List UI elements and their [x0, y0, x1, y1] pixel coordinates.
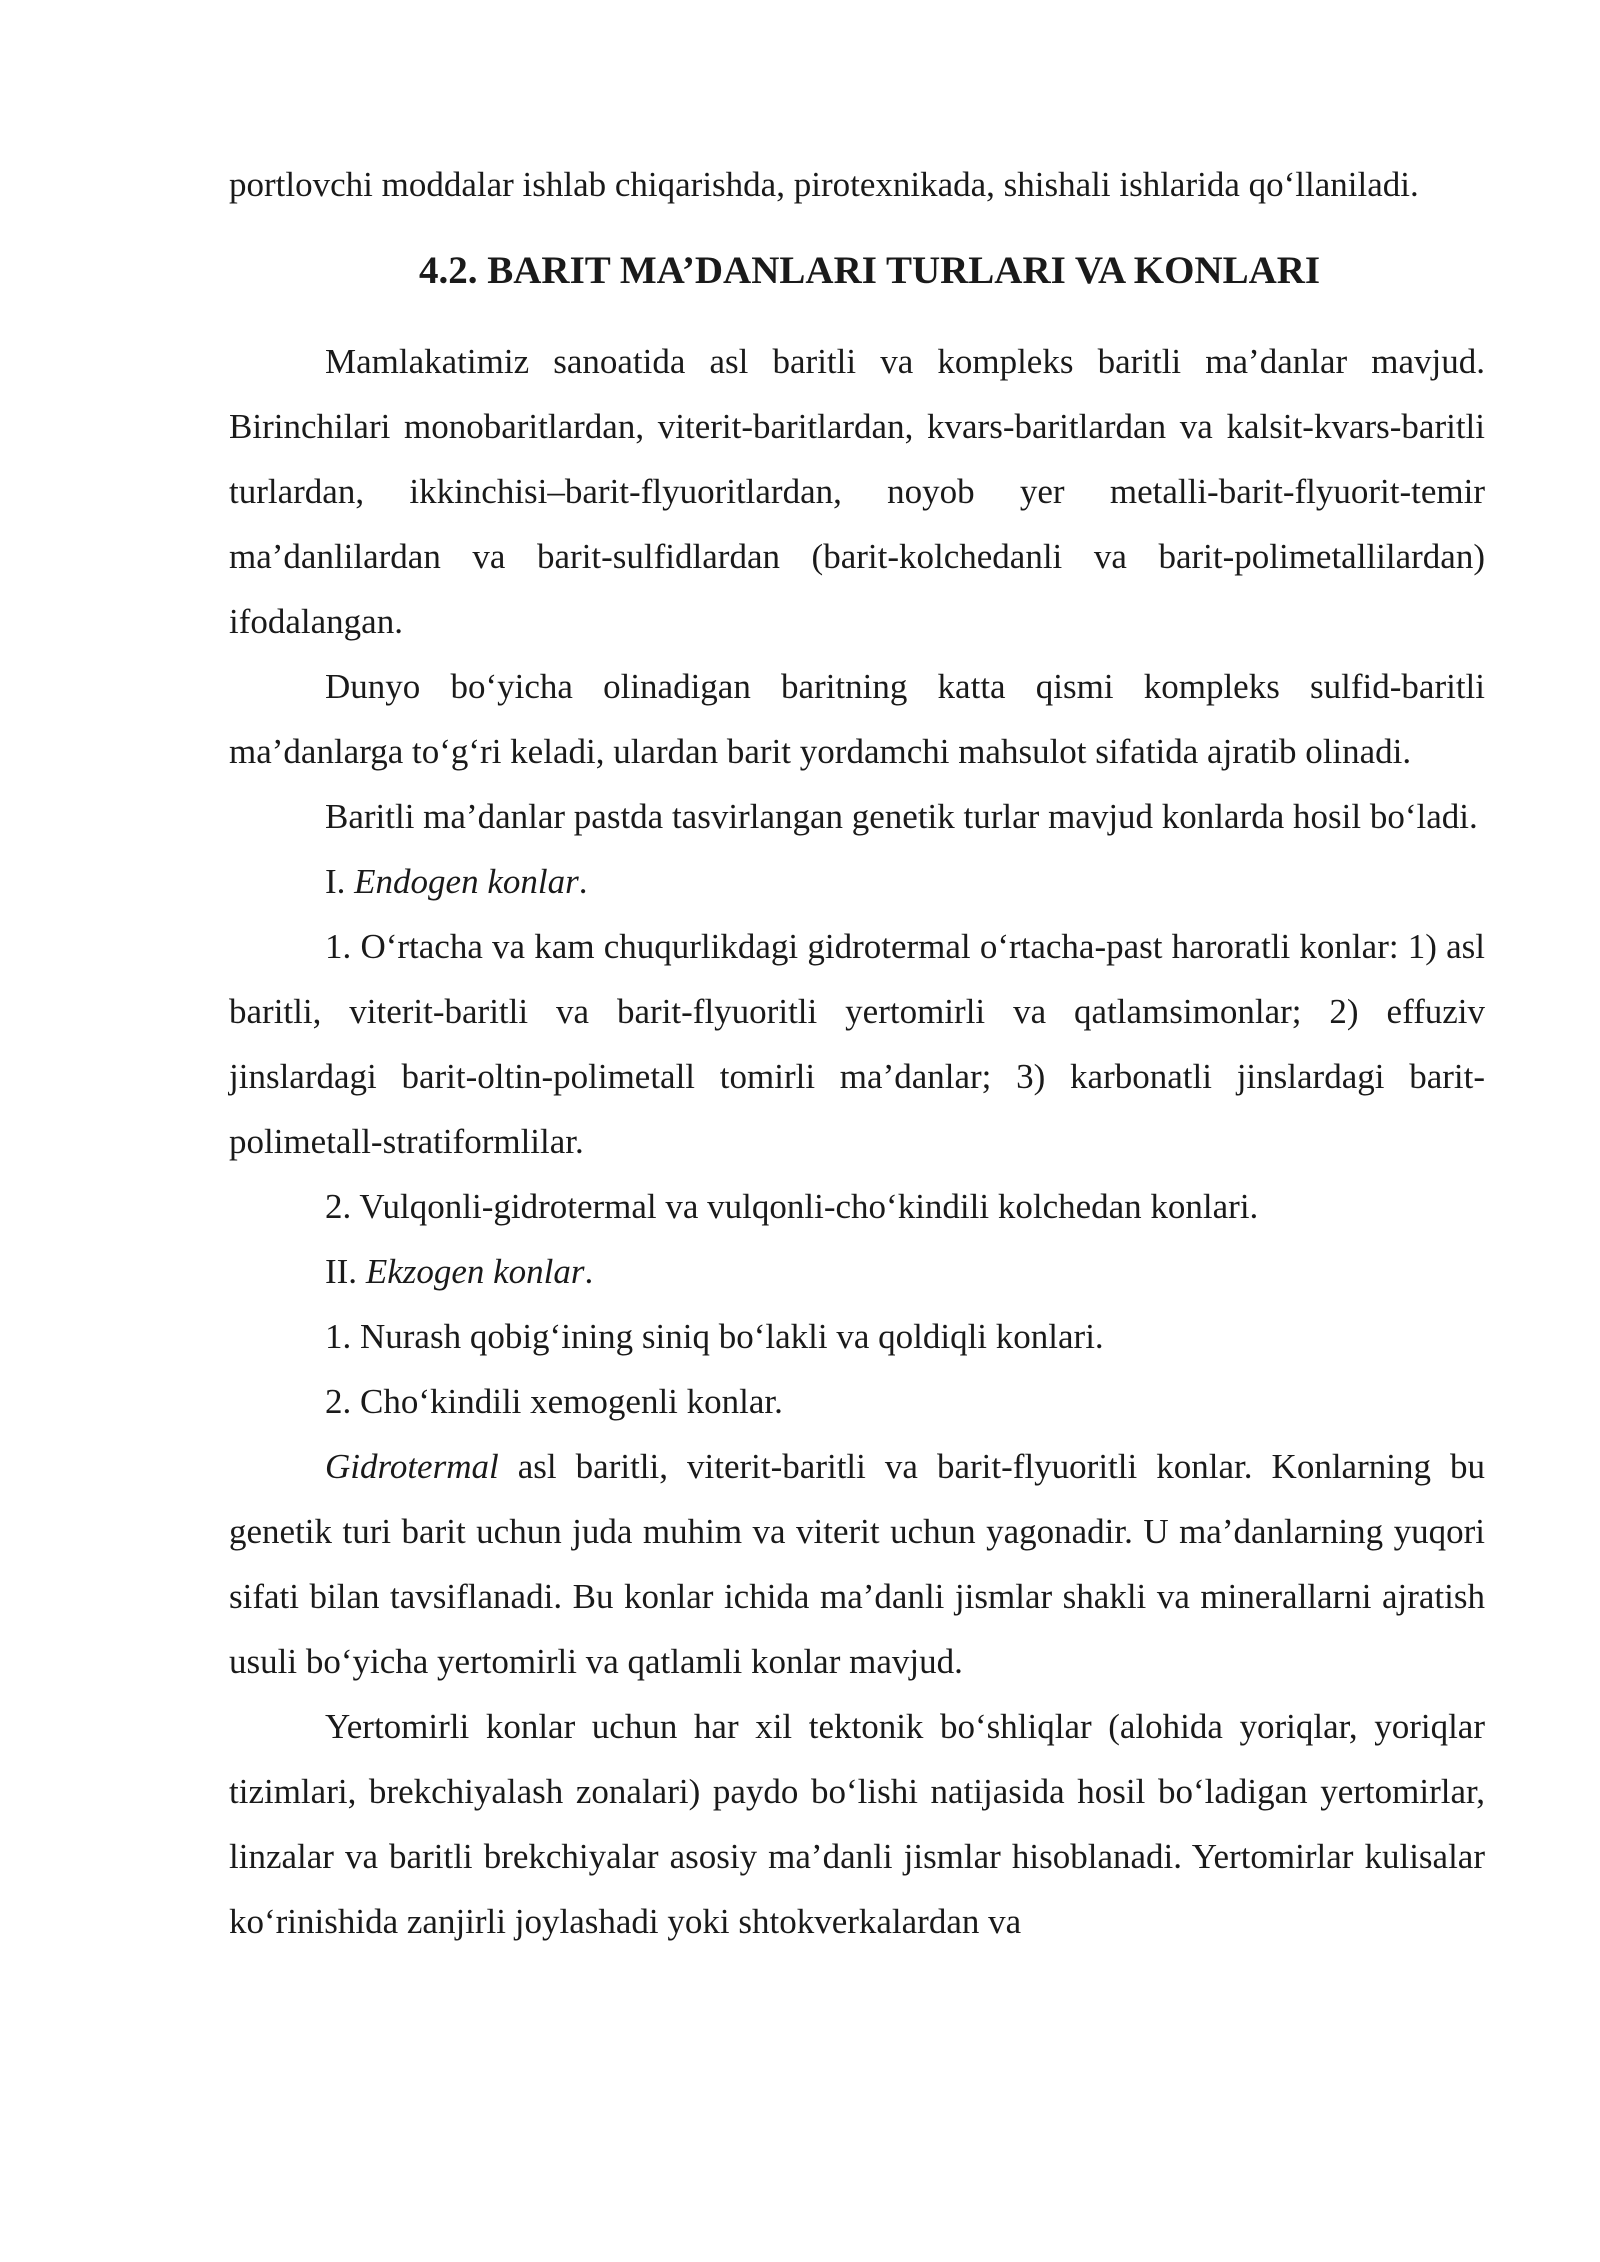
outline-ekzogen-heading: II. Ekzogen konlar. [325, 1252, 594, 1291]
outline-ekzogen-number: II. [325, 1252, 358, 1291]
outline-endogen-number: I. [325, 862, 346, 901]
paragraph-yertomirli: Yertomirli konlar uchun har xil tektonik bo‘shliqlar (alohida yoriqlar, yoriqlar tizimlari, brekchiyalash zonalari) paydo bo‘lishi natijasida hosil bo‘ladigan yertomirlar, linzalar va baritli brekchiyalar asosiy ma’danli jismlar hisoblanadi. Yertomirlar kulisalar ko‘rinishida zanjirli joylashadi yoki shtokverkalardan va [229, 1707, 1485, 1941]
outline-endogen-heading: I. Endogen konlar. [325, 862, 588, 901]
outline-endogen-item-1: 1. O‘rtacha va kam chuqurlikdagi gidrotermal o‘rtacha-past haroratli konlar: 1) asl baritli, viterit-baritli va barit-flyuoritli yertomirli va qatlamsimonlar; 2) effuziv jinslardagi barit-oltin-polimetall tomirli ma’danlar; 3) karbonatli jinslardagi barit-polimetall-stratiformlilar. [229, 927, 1485, 1161]
gidrotermal-term: Gidrotermal [325, 1447, 499, 1486]
lead-paragraph: portlovchi moddalar ishlab chiqarishda, pirotexnikada, shishali ishlarida qo‘llaniladi. [229, 165, 1419, 204]
outline-ekzogen-item-1: 1. Nurash qobig‘ining siniq bo‘lakli va qoldiqli konlari. [325, 1317, 1104, 1356]
paragraph-genetik-turlar: Baritli ma’danlar pastda tasvirlangan genetik turlar mavjud konlarda hosil bo‘ladi. [325, 797, 1478, 836]
outline-ekzogen-item-2: 2. Cho‘kindili xemogenli konlar. [325, 1382, 783, 1421]
paragraph-asl-kompleks: Mamlakatimiz sanoatida asl baritli va kompleks baritli ma’danlar mavjud. Birinchilari monobaritlardan, viterit-baritlardan, kvars-baritlardan va kalsit-kvars-baritli turlardan, ikkinchisi–barit-flyuoritlardan, noyob yer metalli-barit-flyuorit-temir ma’danlilardan va barit-sulfidlardan (barit-kolchedanli va barit-polimetallilardan) ifodalangan. [229, 342, 1485, 641]
paragraph-gidrotermal [229, 1434, 1485, 1694]
gidrotermal-text: asl baritli, viterit-baritli va barit-flyuoritli konlar. Konlarning bu genetik turi barit uchun juda muhim va viterit uchun yagonadir. U ma’danlarning yuqori sifati bilan tavsiflanadi. Bu konlar ichida ma’danli jismlar shakli va minerallarni ajratish usuli bo‘yicha yertomirli va qatlamli konlar mavjud. [229, 1447, 1485, 1681]
outline-endogen-title: Endogen konlar [354, 862, 579, 901]
paragraph-dunyo: Dunyo bo‘yicha olinadigan baritning katta qismi kompleks sulfid-baritli ma’danlarga to‘g‘ri keladi, ulardan barit yordamchi mahsulot sifatida ajratib olinadi. [229, 667, 1485, 771]
document-page [229, 152, 1485, 1954]
section-title: 4.2. BARIT MA’DANLARI TURLARI VA KONLARI [419, 249, 1321, 292]
outline-endogen-item-2: 2. Vulqonli-gidrotermal va vulqonli-cho‘kindili kolchedan konlari. [325, 1187, 1259, 1226]
outline-ekzogen-title: Ekzogen konlar [365, 1252, 585, 1291]
